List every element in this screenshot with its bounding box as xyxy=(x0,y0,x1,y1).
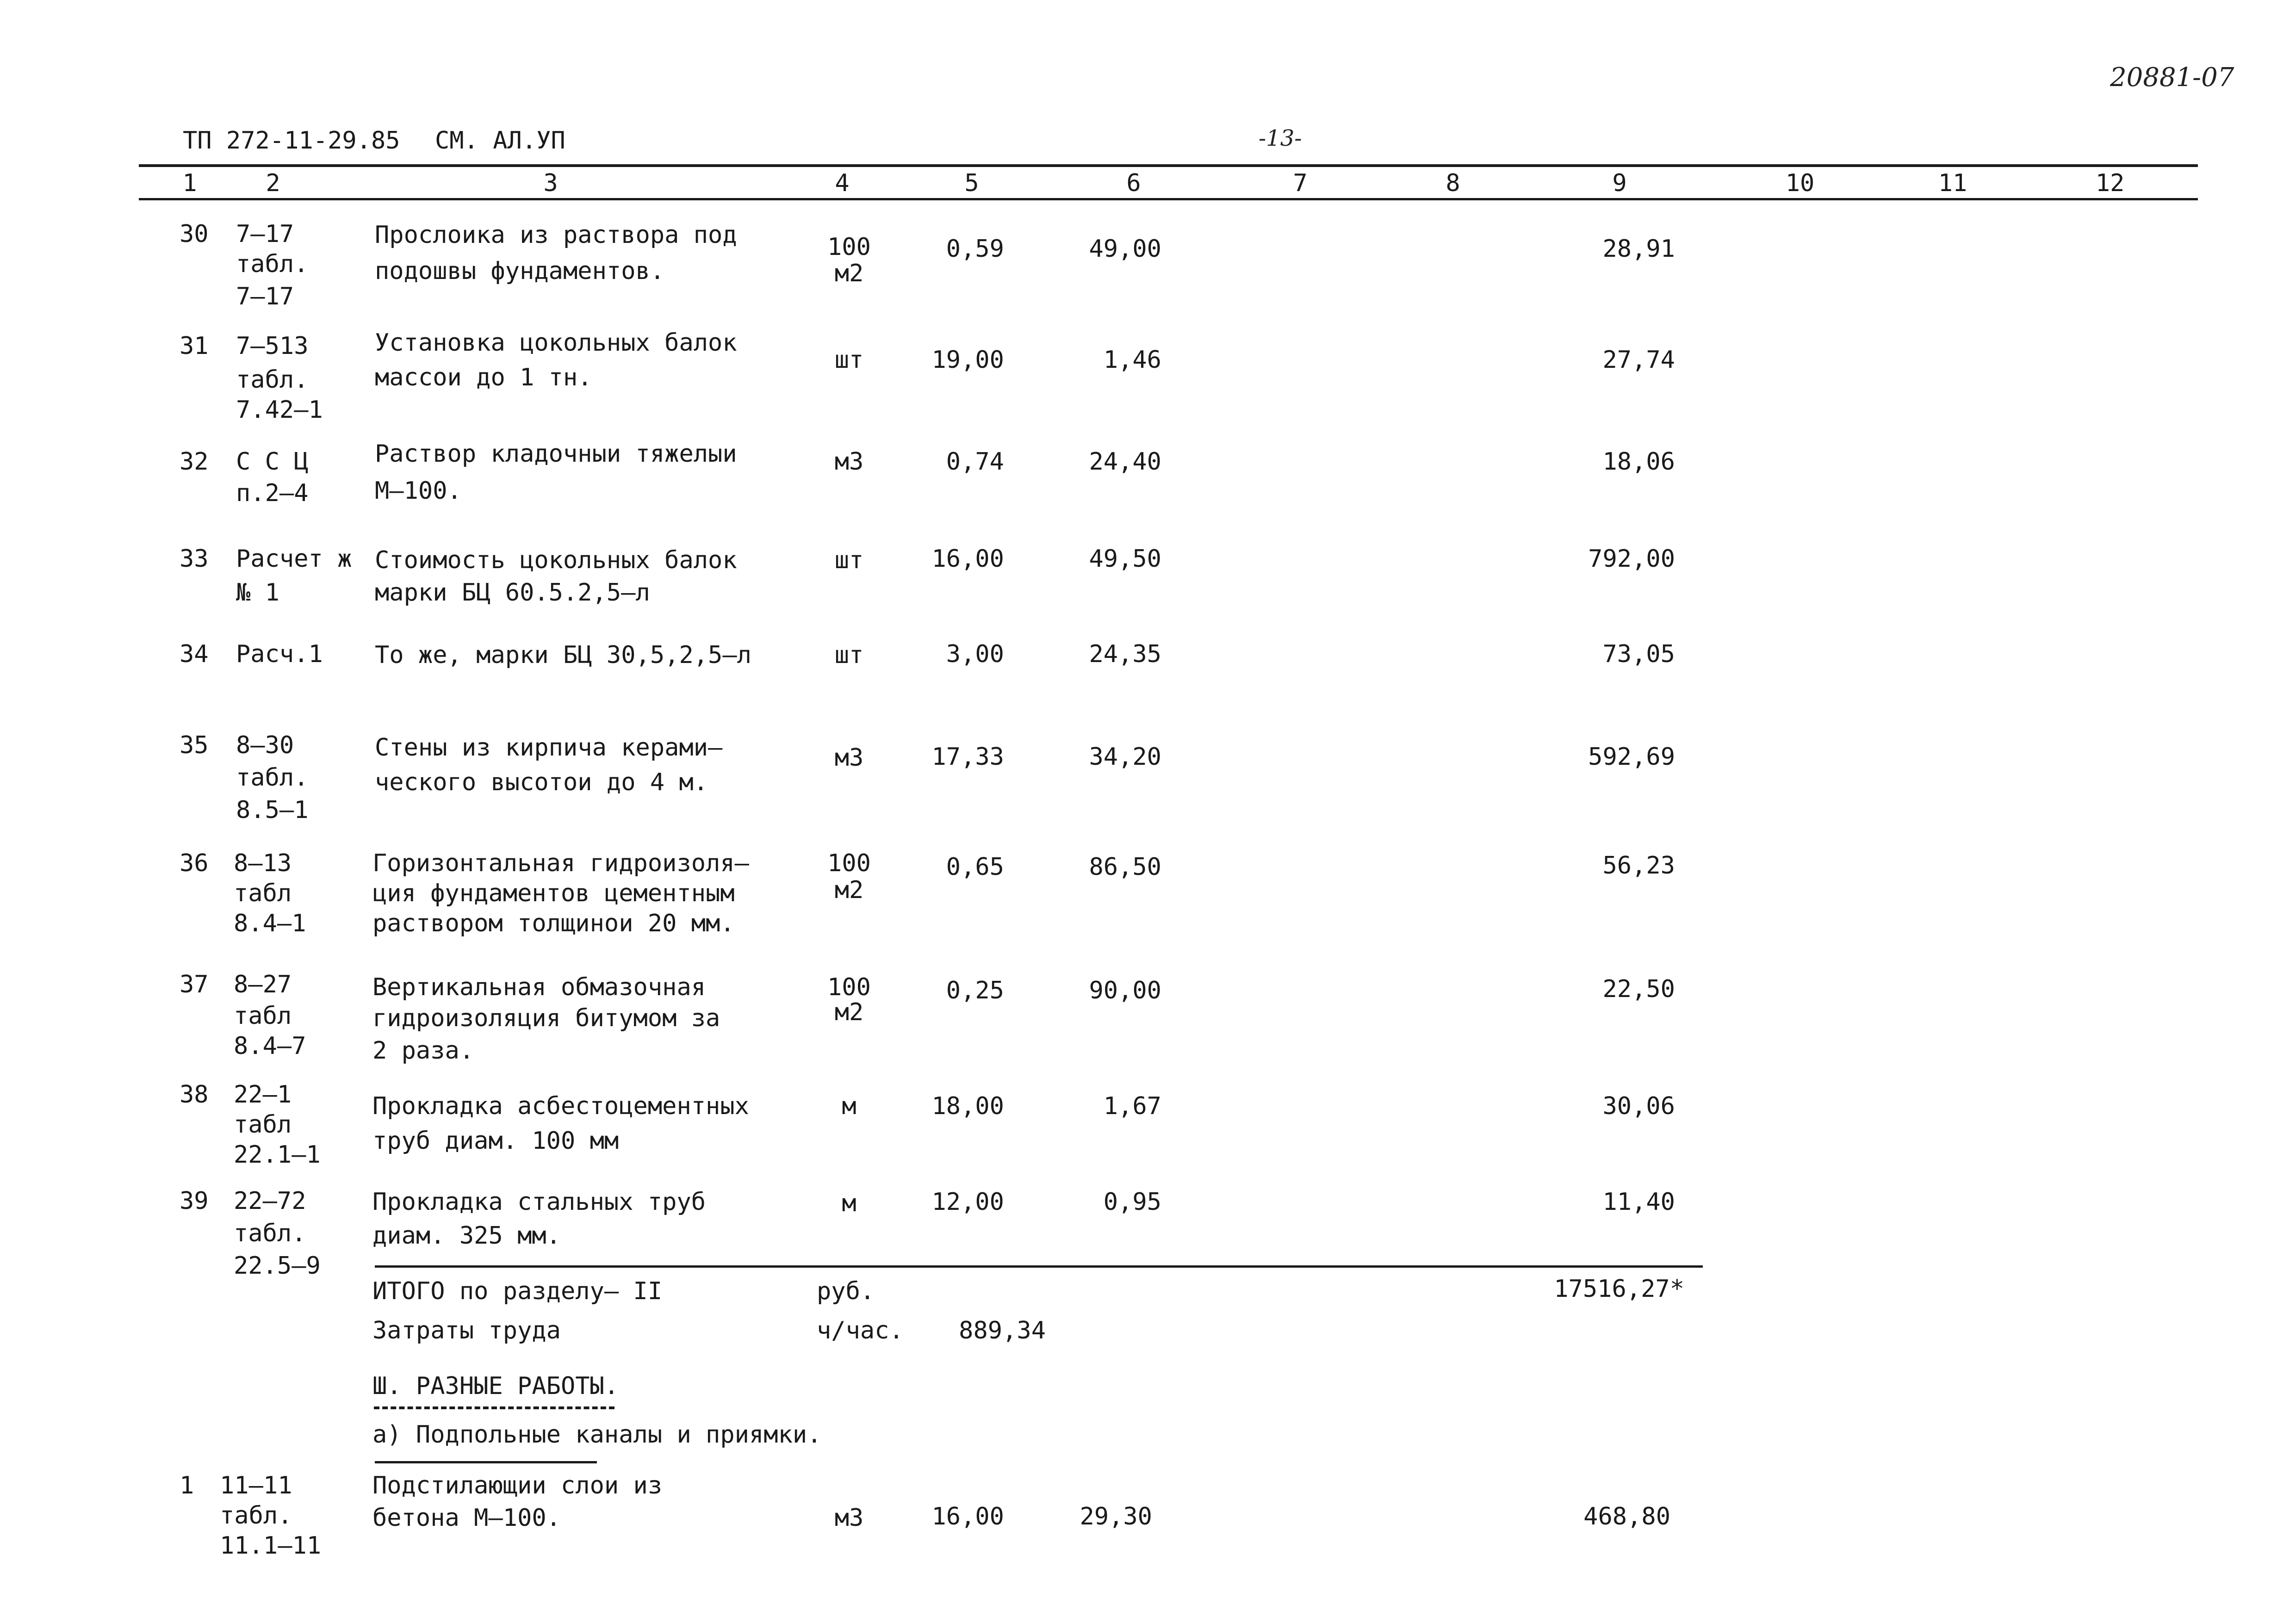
row-unit: 100 xyxy=(827,973,871,1001)
row-code: № 1 xyxy=(236,579,279,607)
section-title: Ш. РАЗНЫЕ РАБОТЫ. xyxy=(372,1372,619,1400)
column-number: 5 xyxy=(964,169,979,197)
column-number: 3 xyxy=(543,169,558,197)
row-code: 8.4–1 xyxy=(234,910,306,937)
row-unit-price: 0,95 xyxy=(1103,1188,1161,1216)
row-description: массои до 1 тн. xyxy=(375,364,592,391)
row-code: табл. xyxy=(236,250,309,278)
row-total: 30,06 xyxy=(1602,1092,1675,1120)
row-quantity: 0,65 xyxy=(946,853,1004,881)
row-total: 56,23 xyxy=(1602,852,1675,880)
row-code: табл. xyxy=(236,366,309,394)
row-code: 22–72 xyxy=(234,1187,306,1215)
row-code: 8–30 xyxy=(236,731,294,759)
row-unit: м3 xyxy=(834,744,864,772)
doc-code: ТП 272-11-29.85 xyxy=(183,127,400,155)
row-description: бетона М–100. xyxy=(372,1504,561,1532)
album-ref: СМ. АЛ.УП xyxy=(435,127,565,155)
row-code: табл. xyxy=(220,1502,292,1530)
column-number: 6 xyxy=(1126,169,1141,197)
row-description: гидроизоляция битумом за xyxy=(372,1004,720,1032)
column-number: 11 xyxy=(1938,169,1967,197)
row-number: 32 xyxy=(180,448,209,476)
row-description: труб диам. 100 мм xyxy=(372,1127,619,1155)
row-quantity: 0,25 xyxy=(946,977,1004,1004)
row-description: ческого высотои до 4 м. xyxy=(375,768,708,796)
row-code: 11–11 xyxy=(220,1472,292,1499)
row-total: 28,91 xyxy=(1602,235,1675,263)
row-code: Расч.1 xyxy=(236,640,323,668)
row-description: марки БЦ 60.5.2,5–л xyxy=(375,579,650,607)
row-unit-price: 24,35 xyxy=(1089,640,1161,668)
column-number: 2 xyxy=(266,169,280,197)
row-description: Подстилающии слои из xyxy=(372,1472,663,1499)
row-code: 8–27 xyxy=(234,971,292,998)
row-quantity: 3,00 xyxy=(946,640,1004,668)
row-number: 31 xyxy=(180,332,209,360)
row-quantity: 16,00 xyxy=(931,1503,1004,1530)
row-description: диам. 325 мм. xyxy=(372,1222,561,1250)
subsection-rule xyxy=(375,1461,597,1463)
row-unit-price: 49,50 xyxy=(1089,545,1161,573)
page-number: -13- xyxy=(1259,125,1302,151)
row-unit: шт xyxy=(834,641,864,669)
column-number: 9 xyxy=(1612,169,1627,197)
row-unit: м3 xyxy=(834,448,864,476)
column-number: 8 xyxy=(1446,169,1460,197)
row-description: То же, марки БЦ 30,5,2,5–л xyxy=(375,641,751,669)
section-subtitle: а) Подпольные каналы и приямки. xyxy=(372,1421,822,1449)
row-number: 36 xyxy=(180,849,209,877)
row-number: 35 xyxy=(180,731,209,759)
row-description: Прослоика из раствора под xyxy=(375,221,737,249)
row-unit: м2 xyxy=(834,876,864,904)
row-code: 22.1–1 xyxy=(234,1141,321,1169)
row-description: Вертикальная обмазочная xyxy=(372,973,706,1001)
row-quantity: 19,00 xyxy=(931,346,1004,374)
row-code: 22–1 xyxy=(234,1081,292,1109)
row-quantity: 12,00 xyxy=(931,1188,1004,1216)
row-code: п.2–4 xyxy=(236,479,309,507)
row-unit: м3 xyxy=(834,1504,864,1532)
row-total: 27,74 xyxy=(1602,346,1675,374)
row-description: Стены из кирпича керами– xyxy=(375,734,723,762)
labor-label: Затраты труда xyxy=(372,1317,561,1344)
row-description: М–100. xyxy=(375,477,462,505)
archive-number: 20881-07 xyxy=(2110,62,2234,93)
row-number: 30 xyxy=(180,220,209,248)
total-value: 17516,27* xyxy=(1554,1275,1684,1303)
row-code: табл. xyxy=(234,1220,306,1247)
row-description: 2 раза. xyxy=(372,1037,474,1065)
row-number: 1 xyxy=(180,1472,194,1499)
row-unit: м xyxy=(842,1092,856,1120)
row-description: Раствор кладочныи тяжелыи xyxy=(375,440,737,468)
header-top-rule xyxy=(139,164,2198,167)
row-quantity: 16,00 xyxy=(931,545,1004,573)
header-bottom-rule xyxy=(139,198,2198,200)
row-number: 38 xyxy=(180,1081,209,1109)
row-code: 8.4–7 xyxy=(234,1032,306,1060)
row-unit: 100 xyxy=(827,849,871,877)
row-description: Установка цокольных балок xyxy=(375,329,737,357)
column-number: 4 xyxy=(835,169,850,197)
labor-unit: ч/час. xyxy=(817,1317,904,1344)
row-description: Горизонтальная гидроизоля– xyxy=(372,849,749,877)
row-total: 73,05 xyxy=(1602,640,1675,668)
row-unit: м xyxy=(842,1189,856,1217)
row-code: 7–17 xyxy=(236,283,294,310)
total-unit: руб. xyxy=(817,1277,875,1305)
row-description: Стоимость цокольных балок xyxy=(375,546,737,574)
row-unit: м2 xyxy=(834,260,864,287)
row-quantity: 17,33 xyxy=(931,743,1004,771)
row-unit-price: 90,00 xyxy=(1089,977,1161,1004)
row-code: табл xyxy=(234,1002,292,1030)
row-code: 8.5–1 xyxy=(236,796,309,824)
row-description: раствором толщинои 20 мм. xyxy=(372,910,735,937)
row-quantity: 0,59 xyxy=(946,235,1004,263)
row-unit-price: 86,50 xyxy=(1089,853,1161,881)
row-unit: шт xyxy=(834,546,864,574)
column-number: 12 xyxy=(2095,169,2125,197)
row-quantity: 0,74 xyxy=(946,448,1004,476)
row-description: Прокладка стальных труб xyxy=(372,1188,706,1216)
column-number: 10 xyxy=(1785,169,1815,197)
row-unit: м2 xyxy=(834,998,864,1026)
row-code: табл. xyxy=(236,764,309,792)
row-code: 8–13 xyxy=(234,849,292,877)
column-number: 1 xyxy=(182,169,197,197)
row-total: 468,80 xyxy=(1583,1503,1670,1530)
row-code: Расчет ж xyxy=(236,545,352,573)
row-unit-price: 49,00 xyxy=(1089,235,1161,263)
row-description: Прокладка асбестоцементных xyxy=(372,1092,749,1120)
row-unit: шт xyxy=(834,346,864,374)
row-description: подошвы фундаментов. xyxy=(375,257,665,285)
row-code: 7.42–1 xyxy=(236,396,323,424)
row-quantity: 18,00 xyxy=(931,1092,1004,1120)
labor-value: 889,34 xyxy=(959,1317,1046,1344)
row-unit: 100 xyxy=(827,233,871,261)
row-code: 7–513 xyxy=(236,332,309,360)
row-code: С С Ц xyxy=(236,448,309,476)
row-code: 11.1–11 xyxy=(220,1532,322,1560)
row-number: 39 xyxy=(180,1187,209,1215)
row-total: 18,06 xyxy=(1602,448,1675,476)
column-number: 7 xyxy=(1293,169,1308,197)
row-number: 37 xyxy=(180,971,209,998)
subtotal-rule xyxy=(375,1265,1703,1268)
row-total: 792,00 xyxy=(1588,545,1675,573)
row-unit-price: 24,40 xyxy=(1089,448,1161,476)
row-total: 22,50 xyxy=(1602,975,1675,1003)
row-number: 33 xyxy=(180,545,209,573)
row-unit-price: 1,46 xyxy=(1103,346,1161,374)
row-unit-price: 29,30 xyxy=(1080,1503,1152,1530)
total-label: ИТОГО по разделу– II xyxy=(372,1277,663,1305)
section-title-underline xyxy=(374,1406,614,1409)
row-unit-price: 34,20 xyxy=(1089,743,1161,771)
row-total: 11,40 xyxy=(1602,1188,1675,1216)
row-total: 592,69 xyxy=(1588,743,1675,771)
row-code: 22.5–9 xyxy=(234,1252,321,1280)
row-code: табл xyxy=(234,880,292,907)
row-unit-price: 1,67 xyxy=(1103,1092,1161,1120)
row-description: ция фундаментов цементным xyxy=(372,880,735,907)
row-code: 7–17 xyxy=(236,220,294,248)
row-number: 34 xyxy=(180,640,209,668)
row-code: табл xyxy=(234,1111,292,1139)
